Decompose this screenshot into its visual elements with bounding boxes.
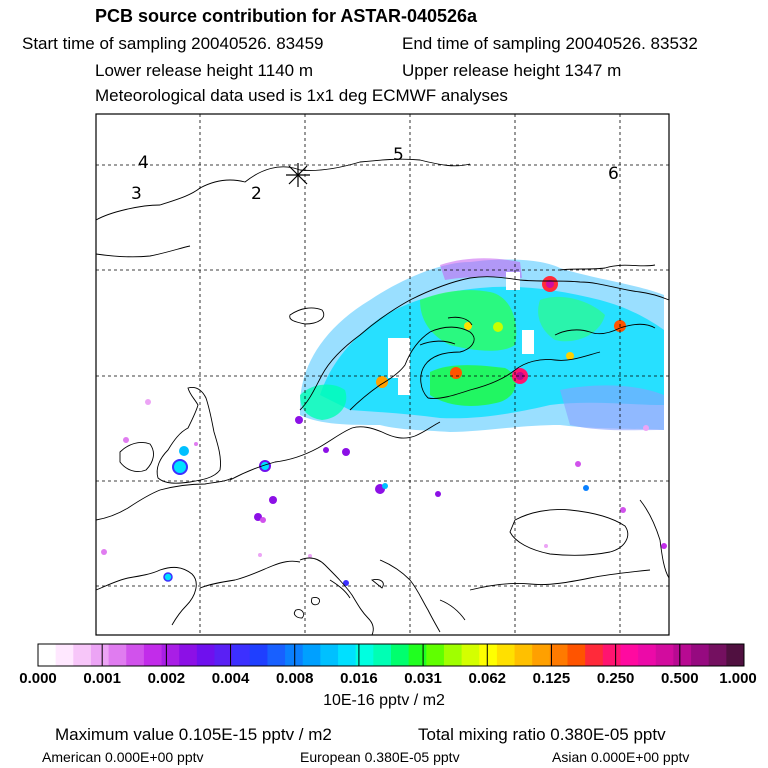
colorbar-swatch: [515, 644, 533, 666]
colorbar-swatch: [444, 644, 462, 666]
colorbar-swatch: [215, 644, 233, 666]
colorbar-swatch: [267, 644, 285, 666]
colorbar-tick-label: 0.002: [147, 670, 186, 687]
colorbar-tick-label: 0.001: [83, 670, 121, 687]
american-text: American 0.000E+00 pptv: [42, 749, 204, 765]
colorbar-swatch: [232, 644, 250, 666]
met-data-text: Meteorological data used is 1x1 deg ECMWF analyses: [95, 86, 508, 105]
colorbar-unit-label: 10E-16 pptv / m2: [323, 692, 445, 709]
colorbar-swatch: [479, 644, 497, 666]
upper-height-text: Upper release height 1347 m: [402, 61, 622, 80]
plot-title: PCB source contribution for ASTAR-040526a: [95, 6, 478, 26]
colorbar-tick-label: 0.500: [661, 670, 699, 687]
colorbar-swatch: [585, 644, 603, 666]
total-mixing-text: Total mixing ratio 0.380E-05 pptv: [418, 725, 666, 744]
start-time-text: Start time of sampling 20040526. 83459: [22, 34, 324, 53]
colorbar-swatch: [285, 644, 303, 666]
colorbar-swatch: [550, 644, 568, 666]
colorbar-tick-label: 0.125: [532, 670, 571, 687]
colorbar-swatch: [197, 644, 215, 666]
colorbar-swatch: [391, 644, 409, 666]
colorbar-swatch: [73, 644, 91, 666]
colorbar-swatch: [56, 644, 74, 666]
colorbar-swatch: [638, 644, 656, 666]
colorbar-swatch: [373, 644, 391, 666]
colorbar-tick-label: 0.031: [404, 670, 442, 687]
colorbar-swatch: [691, 644, 709, 666]
colorbar-swatch: [673, 644, 691, 666]
colorbar-swatch: [709, 644, 727, 666]
colorbar-swatch: [303, 644, 321, 666]
colorbar-swatch: [250, 644, 268, 666]
colorbar-swatch: [126, 644, 144, 666]
marker-5: 5: [393, 145, 404, 165]
marker-3: 3: [131, 184, 142, 204]
colorbar: [38, 644, 745, 666]
colorbar-swatch: [620, 644, 638, 666]
lower-height-text: Lower release height 1140 m: [95, 61, 313, 80]
colorbar-swatch: [409, 644, 427, 666]
colorbar-swatch: [320, 644, 338, 666]
marker-6: 6: [608, 164, 619, 184]
asian-text: Asian 0.000E+00 pptv: [552, 749, 690, 765]
colorbar-swatch: [656, 644, 674, 666]
colorbar-tick-label: 1.000: [719, 670, 757, 687]
colorbar-swatch: [568, 644, 586, 666]
colorbar-swatch: [532, 644, 550, 666]
colorbar-tick-label: 0.004: [211, 670, 250, 687]
colorbar-swatch: [162, 644, 180, 666]
colorbar-tick-label: 0.000: [19, 670, 57, 687]
colorbar-swatch: [91, 644, 109, 666]
marker-2: 2: [251, 184, 262, 204]
colorbar-swatch: [338, 644, 356, 666]
colorbar-swatch: [726, 644, 744, 666]
colorbar-tick-label: 0.008: [275, 670, 314, 687]
colorbar-swatch: [426, 644, 444, 666]
asterisk-icon: [286, 163, 310, 187]
european-text: European 0.380E-05 pptv: [300, 749, 460, 765]
colorbar-swatch: [603, 644, 621, 666]
colorbar-swatch: [497, 644, 515, 666]
colorbar-tick-label: 0.016: [340, 670, 378, 687]
colorbar-swatch: [144, 644, 162, 666]
end-time-text: End time of sampling 20040526. 83532: [402, 34, 698, 53]
marker-4: 4: [138, 153, 149, 173]
colorbar-swatch: [109, 644, 127, 666]
max-value-text: Maximum value 0.105E-15 pptv / m2: [55, 725, 332, 744]
colorbar-tick-label: 0.062: [468, 670, 507, 687]
colorbar-swatch: [179, 644, 197, 666]
colorbar-swatch: [38, 644, 56, 666]
colorbar-tick-label: 0.250: [596, 670, 635, 687]
colorbar-swatch: [462, 644, 480, 666]
